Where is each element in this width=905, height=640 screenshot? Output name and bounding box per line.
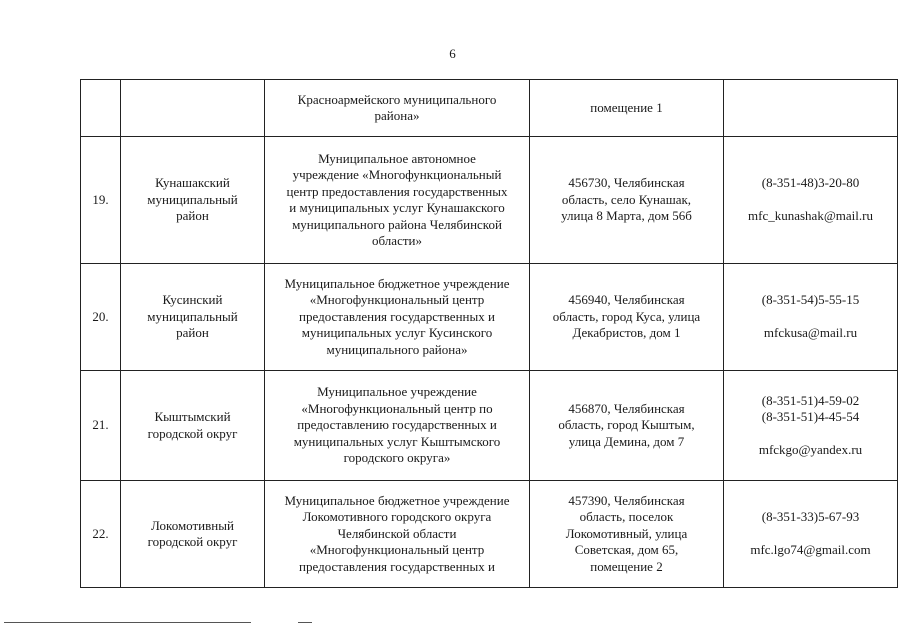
- address-line: Локомотивный, улица: [565, 525, 688, 541]
- organization-line: «Многофункциональный центр: [309, 542, 485, 558]
- address-cell: [530, 80, 724, 137]
- district-cell: [121, 264, 265, 371]
- address-line: 456730, Челябинская: [568, 175, 685, 191]
- organization-cell: [265, 264, 530, 371]
- table-row: [81, 264, 898, 371]
- email-link[interactable]: mfc.lgo74@gmail.com: [750, 542, 871, 558]
- organization-line: района»: [374, 108, 420, 123]
- email-link[interactable]: mfc_kunashak@mail.ru: [748, 208, 873, 224]
- table-row: [81, 371, 898, 481]
- address-line: помещение 1: [590, 99, 663, 115]
- address-line: 456870, Челябинская: [568, 400, 685, 416]
- organization-line: «Многофункциональный центр: [309, 292, 485, 308]
- address-line: область, село Кунашак,: [561, 191, 692, 207]
- organization-cell: [265, 137, 530, 264]
- address-line: Советская, дом 65,: [574, 542, 679, 558]
- phone-text: (8-351-54)5-55-15: [761, 292, 860, 308]
- table-row: [81, 80, 898, 137]
- organization-line: муниципального района Челябинской: [292, 216, 502, 232]
- district-line: муниципальный: [147, 308, 238, 324]
- organization-line: области»: [372, 233, 422, 248]
- row-number-cell: 22.: [81, 481, 121, 588]
- organization-cell: [265, 481, 530, 588]
- spacer: [727, 309, 894, 326]
- email-link[interactable]: mfckusa@mail.ru: [763, 325, 858, 341]
- district-line: муниципальный: [147, 191, 238, 207]
- address-line: помещение 2: [590, 558, 663, 574]
- district-line: городской округ: [147, 534, 238, 549]
- address-line: улица Демина, дом 7: [568, 433, 685, 449]
- district-line: Локомотивный: [151, 517, 234, 533]
- address-cell: [530, 481, 724, 588]
- district-line: городской округ: [147, 425, 238, 441]
- address-line: улица 8 Марта, дом 56б: [561, 208, 692, 224]
- page-number: 6: [449, 46, 456, 61]
- row-number-cell: 19.: [81, 137, 121, 264]
- phone-text: (8-351-51)4-59-02: [761, 392, 860, 408]
- address-line: область, поселок: [579, 509, 674, 525]
- organization-line: предоставлению государственных и: [297, 417, 497, 433]
- row-number-cell: 20.: [81, 264, 121, 371]
- contacts-cell: [724, 137, 898, 264]
- row-number-cell: 21.: [81, 371, 121, 481]
- contacts-cell: [724, 264, 898, 371]
- organization-line: муниципальных услуг Кусинского: [301, 325, 493, 341]
- organization-cell: [265, 371, 530, 481]
- spacer: [727, 192, 894, 209]
- district-cell: [121, 371, 265, 481]
- phone-text: (8-351-51)4-45-54: [761, 409, 860, 424]
- organization-line: и муниципальных услуг Кунашакского: [289, 200, 505, 215]
- organization-line: Муниципальное учреждение: [317, 384, 477, 400]
- district-cell: [121, 137, 265, 264]
- address-line: 456940, Челябинская: [568, 292, 685, 308]
- phone-text: (8-351-48)3-20-80: [761, 175, 860, 191]
- mfc-registry-table: [80, 79, 898, 588]
- organization-line: Красноармейского муниципального: [297, 91, 497, 107]
- phone-text: (8-351-33)5-67-93: [761, 509, 860, 525]
- spacer: [727, 526, 894, 543]
- district-line: Кунашакский: [155, 175, 230, 191]
- district-line: Кыштымский: [154, 409, 231, 424]
- organization-line: городского округа»: [343, 450, 451, 466]
- row-number-cell: [81, 80, 121, 137]
- contacts-cell: [724, 371, 898, 481]
- address-line: область, город Куса, улица: [552, 308, 701, 324]
- organization-line: предоставления государственных и: [299, 558, 495, 574]
- organization-line: предоставления государственных и: [299, 308, 495, 324]
- address-line: 457390, Челябинская: [568, 492, 685, 508]
- district-cell: [121, 481, 265, 588]
- address-line: область, город Кыштым,: [558, 417, 695, 433]
- email-link[interactable]: mfckgo@yandex.ru: [758, 442, 863, 457]
- organization-line: Локомотивного городского округа: [302, 509, 492, 525]
- district-cell: [121, 80, 265, 137]
- footer-rule: [298, 622, 312, 623]
- address-line: Декабристов, дом 1: [572, 325, 681, 341]
- table-row: [81, 137, 898, 264]
- organization-line: Муниципальное автономное: [318, 150, 476, 166]
- organization-line: муниципального района»: [326, 341, 468, 357]
- district-line: Кусинский: [162, 292, 223, 308]
- organization-line: центр предоставления государственных: [286, 183, 508, 199]
- spacer: [727, 426, 894, 443]
- organization-line: Челябинской области: [337, 525, 457, 541]
- address-cell: [530, 371, 724, 481]
- district-line: район: [176, 325, 209, 341]
- district-line: район: [176, 208, 209, 224]
- organization-line: «Многофункциональный центр по: [301, 400, 493, 416]
- contacts-cell: [724, 481, 898, 588]
- organization-line: Муниципальное бюджетное учреждение: [284, 492, 510, 508]
- address-cell: [530, 264, 724, 371]
- organization-cell: [265, 80, 530, 137]
- organization-line: Муниципальное бюджетное учреждение: [284, 275, 510, 291]
- table-row: [81, 481, 898, 588]
- organization-line: учреждение «Многофункциональный: [292, 167, 502, 182]
- address-cell: [530, 137, 724, 264]
- organization-line: муниципальных услуг Кыштымского: [293, 433, 501, 449]
- contacts-cell: [724, 80, 898, 137]
- footer-rule: [4, 622, 251, 623]
